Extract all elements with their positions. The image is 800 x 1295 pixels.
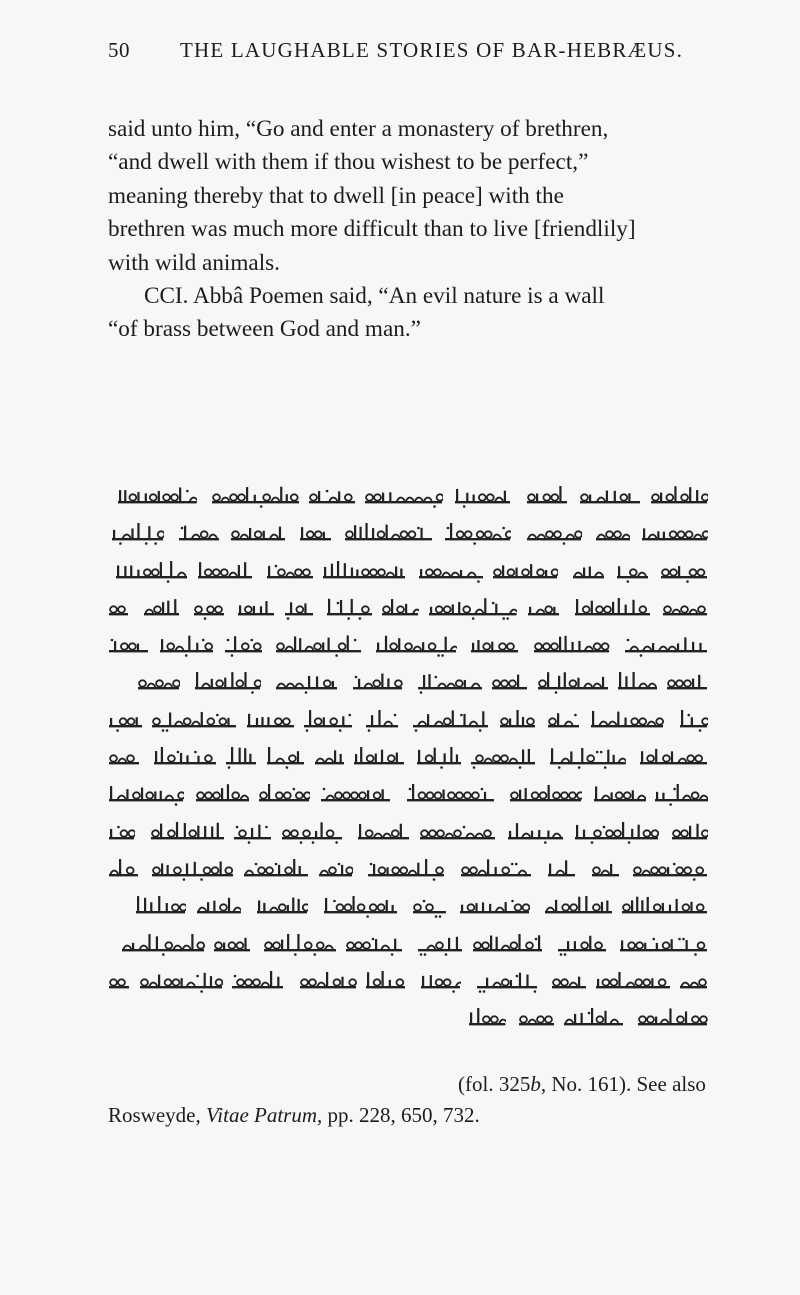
syriac-line — [108, 735, 708, 772]
syriac-word — [197, 561, 253, 583]
syriac-line — [108, 660, 708, 697]
syriac-word — [353, 747, 405, 769]
syriac-word — [367, 859, 445, 881]
text-line: with wild animals. — [108, 249, 280, 276]
syriac-word — [507, 822, 564, 844]
syriac-word — [518, 1008, 555, 1030]
syriac-word — [551, 971, 587, 993]
syriac-word — [549, 747, 626, 769]
syriac-word — [111, 523, 164, 545]
text-line: CCI. Abbâ Poemen said, “An evil nature is a wall — [144, 283, 605, 310]
syriac-word — [637, 1008, 708, 1030]
syriac-word — [151, 859, 234, 881]
syriac-word — [224, 635, 263, 657]
syriac-word — [365, 971, 406, 993]
syriac-word — [617, 672, 658, 694]
citation-reference — [458, 1072, 706, 1097]
syriac-word — [194, 672, 261, 694]
syriac-word — [595, 523, 630, 545]
syriac-line — [108, 810, 708, 847]
syriac-word — [459, 896, 530, 918]
syriac-word — [303, 710, 353, 732]
syriac-word — [256, 896, 308, 918]
syriac-word — [233, 822, 272, 844]
syriac-word — [491, 672, 528, 694]
syriac-word — [258, 784, 310, 806]
syriac-word — [563, 1008, 624, 1030]
syriac-word — [547, 710, 580, 732]
syriac-word — [420, 971, 461, 993]
syriac-word — [108, 598, 129, 620]
page-header — [108, 38, 708, 68]
syriac-word — [117, 486, 197, 508]
syriac-word — [428, 598, 517, 620]
syriac-word — [121, 934, 205, 956]
syriac-word — [281, 822, 343, 844]
syriac-word — [153, 747, 217, 769]
syriac-word — [151, 710, 237, 732]
syriac-word — [344, 523, 433, 545]
syriac-word — [472, 934, 543, 956]
syriac-word — [419, 822, 496, 844]
syriac-word — [662, 598, 708, 620]
syriac-word — [641, 523, 708, 545]
syriac-word — [243, 859, 309, 881]
syriac-word — [417, 672, 483, 694]
syriac-word — [320, 784, 391, 806]
text-line: brethren was much more difficult than to live [friendlily] — [108, 216, 636, 243]
syriac-line — [108, 772, 708, 809]
text-line: said unto him, “Go and enter a monastery of brethren, — [108, 116, 609, 142]
syriac-word — [225, 747, 257, 769]
syriac-word — [213, 934, 251, 956]
folio-side: b — [530, 1072, 541, 1096]
text-line: “and dwell with them if thou wishest to be perfect,” — [108, 149, 589, 176]
folio-label: (fol. 325 — [458, 1072, 531, 1096]
syriac-word — [266, 561, 314, 583]
syriac-word — [364, 486, 443, 508]
syriac-word — [619, 934, 708, 956]
syriac-word — [108, 822, 135, 844]
syriac-word — [591, 859, 620, 881]
syriac-word — [178, 523, 220, 545]
syriac-word — [460, 859, 532, 881]
syriac-word — [308, 486, 356, 508]
syriac-line — [108, 922, 708, 959]
syriac-word — [108, 710, 143, 732]
syriac-word — [318, 859, 353, 881]
syriac-line — [108, 847, 708, 884]
syriac-line — [108, 959, 708, 996]
syriac-word — [470, 747, 536, 769]
syriac-word — [275, 672, 338, 694]
syriac-word — [572, 561, 605, 583]
syriac-word — [357, 822, 410, 844]
syriac-word — [544, 896, 613, 918]
syriac-word — [275, 635, 362, 657]
syriac-word — [579, 486, 641, 508]
syriac-word — [323, 896, 398, 918]
syriac-word — [526, 486, 568, 508]
syriac-word — [590, 710, 664, 732]
entry-number: , No. 161). — [540, 1072, 632, 1096]
syriac-word — [671, 822, 708, 844]
syriac-word — [195, 784, 250, 806]
syriac-word — [266, 747, 305, 769]
syriac-word — [299, 971, 357, 993]
syriac-word — [650, 486, 708, 508]
syriac-word — [666, 672, 708, 694]
syriac-word — [352, 672, 403, 694]
syriac-word — [381, 598, 419, 620]
syriac-word — [108, 747, 140, 769]
syriac-word — [150, 822, 225, 844]
syriac-word — [263, 934, 337, 956]
syriac-line — [108, 474, 708, 511]
syriac-word — [639, 747, 708, 769]
syriac-word — [284, 598, 314, 620]
syriac-word — [237, 598, 275, 620]
syriac-word — [574, 822, 659, 844]
syriac-word — [557, 934, 607, 956]
syriac-line — [108, 884, 708, 921]
syriac-word — [574, 598, 651, 620]
see-also-label: See also — [636, 1072, 706, 1096]
syriac-word — [547, 859, 576, 881]
syriac-word — [526, 523, 582, 545]
syriac-word — [468, 1008, 506, 1030]
syriac-word — [621, 896, 708, 918]
syriac-word — [416, 747, 462, 769]
syriac-word — [326, 598, 373, 620]
syriac-word — [365, 710, 399, 732]
syriac-word — [654, 784, 708, 806]
syriac-word — [314, 747, 345, 769]
syriac-word — [476, 971, 538, 993]
english-translation — [108, 113, 708, 347]
syriac-word — [159, 635, 214, 657]
syriac-word — [345, 934, 403, 956]
syriac-word — [412, 710, 489, 732]
syriac-word — [196, 896, 241, 918]
syriac-word — [616, 561, 649, 583]
syriac-line — [108, 549, 708, 586]
citation-reference-continued — [108, 1103, 480, 1128]
syriac-line — [108, 623, 708, 660]
syriac-line — [108, 996, 708, 1033]
syriac-word — [143, 598, 180, 620]
syriac-word — [492, 561, 558, 583]
paragraph-continued — [108, 113, 708, 280]
syriac-word — [230, 523, 286, 545]
syriac-word — [108, 971, 130, 993]
syriac-word — [444, 523, 511, 545]
syriac-line — [108, 586, 708, 623]
saying-ccci — [108, 280, 708, 347]
syriac-word — [246, 710, 295, 732]
syriac-word — [108, 859, 139, 881]
syriac-line — [108, 511, 708, 548]
syriac-line — [108, 698, 708, 735]
syriac-word — [527, 598, 560, 620]
syriac-word — [193, 598, 225, 620]
page-references: pp. 228, 650, 732. — [327, 1103, 480, 1127]
syriac-word — [211, 486, 300, 508]
syriac-word — [679, 971, 708, 993]
syriac-word — [375, 635, 457, 657]
syriac-word — [632, 859, 708, 881]
syriac-word — [231, 971, 284, 993]
author-name: Rosweyde, — [108, 1103, 201, 1127]
syriac-word — [108, 784, 184, 806]
syriac-word — [454, 486, 511, 508]
syriac-word — [412, 896, 447, 918]
running-title: THE LAUGHABLE STORIES OF BAR-HEBRÆUS. — [180, 38, 684, 62]
syriac-word — [135, 896, 186, 918]
syriac-word — [322, 561, 406, 583]
syriac-word — [533, 635, 610, 657]
syriac-word — [679, 710, 708, 732]
syriac-word — [624, 635, 708, 657]
syriac-word — [595, 971, 671, 993]
syriac-word — [593, 784, 646, 806]
text-line: meaning thereby that to dwell [in peace] with the — [108, 182, 564, 209]
syriac-word — [417, 934, 463, 956]
syriac-word — [470, 635, 519, 657]
syriac-word — [509, 784, 582, 806]
syriac-word — [660, 561, 708, 583]
syriac-word — [418, 561, 484, 583]
syriac-word — [115, 561, 188, 583]
text-line: “of brass between God and man.” — [108, 316, 421, 343]
syriac-word — [137, 672, 180, 694]
work-title: Vitae Patrum, — [206, 1103, 323, 1127]
syriac-text-block — [108, 474, 708, 1033]
page-number: 50 — [108, 38, 130, 62]
syriac-word — [108, 635, 149, 657]
syriac-word — [499, 710, 536, 732]
syriac-word — [299, 523, 332, 545]
syriac-word — [537, 672, 609, 694]
syriac-word — [406, 784, 495, 806]
syriac-word — [139, 971, 223, 993]
